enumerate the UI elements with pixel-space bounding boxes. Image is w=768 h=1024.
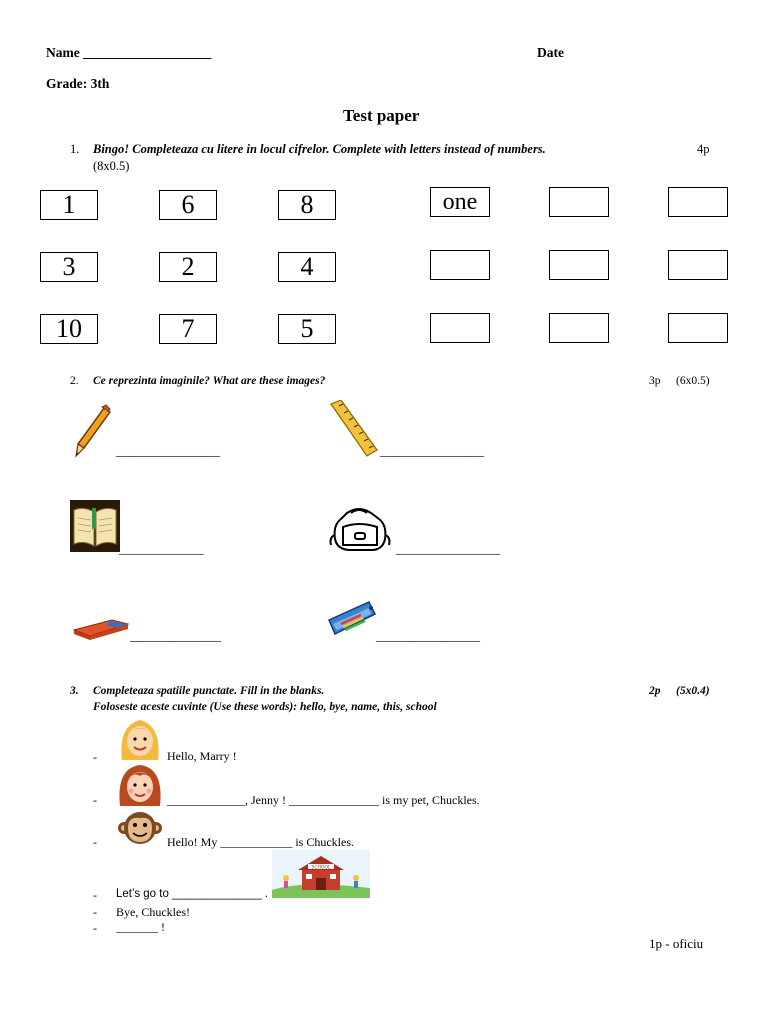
q1-number: 1. — [70, 142, 80, 156]
name-field: Name ___________________ — [46, 45, 212, 60]
girl-blonde-picture — [116, 716, 164, 761]
answer-blank[interactable]: ________________ — [376, 628, 480, 643]
oficiu-points: 1p - oficiu — [649, 936, 704, 951]
date-label: Date — [537, 45, 564, 60]
number-box: 4 — [278, 252, 336, 282]
bullet-dash: - — [93, 835, 97, 849]
answer-box[interactable] — [549, 187, 609, 217]
answer-box[interactable] — [430, 313, 490, 343]
q3-points: 2p — [649, 685, 661, 697]
q1-scoring: (8x0.5) — [93, 159, 130, 173]
girl-face-icon — [116, 716, 164, 761]
pencil-case-icon — [325, 598, 379, 640]
bullet-dash: - — [93, 750, 97, 764]
number-box: 6 — [159, 190, 217, 220]
school-icon — [272, 850, 370, 898]
answer-box[interactable] — [668, 250, 728, 280]
number-box: 10 — [40, 314, 98, 344]
grade-label: Grade: 3th — [46, 76, 110, 91]
line-my-name: Hello! My ____________ is Chuckles. — [167, 835, 354, 849]
q3-instruction: Completeaza spatiile punctate. Fill in the blanks. — [93, 685, 325, 697]
answer-blank[interactable]: _____________ — [119, 541, 204, 556]
q2-number: 2. — [70, 375, 79, 387]
q3-word-hint: Foloseste aceste cuvinte (Use these words): hello, bye, name, this, school — [93, 701, 437, 713]
answer-box[interactable] — [668, 313, 728, 343]
girl-redhead-picture — [116, 762, 164, 807]
school-sign-text: SCHOOL — [311, 865, 331, 871]
number-box: 3 — [40, 252, 98, 282]
q1-points: 4p — [697, 142, 710, 156]
answer-box[interactable] — [430, 250, 490, 280]
answer-blank[interactable]: ________________ — [396, 541, 500, 556]
monkey-picture — [116, 808, 164, 848]
bullet-dash: - — [93, 888, 97, 902]
backpack-icon — [329, 505, 391, 553]
book-icon — [70, 500, 120, 552]
line-lets-go-school: Let’s go to ______________ . — [116, 888, 268, 900]
ruler-icon — [325, 400, 379, 460]
line-jenny: _____________, Jenny ! _______________ is my pet, Chuckles. — [167, 793, 480, 807]
bullet-dash: - — [93, 905, 97, 919]
q3-number: 3. — [70, 685, 79, 697]
line-final-blank[interactable]: _______ ! — [116, 920, 165, 934]
answer-blank[interactable]: ________________ — [380, 443, 484, 458]
answer-box[interactable] — [549, 250, 609, 280]
eraser-icon — [70, 612, 130, 642]
line-bye-chuckles: Bye, Chuckles! — [116, 905, 190, 919]
answer-blank[interactable]: ________________ — [116, 443, 220, 458]
bullet-dash: - — [93, 921, 97, 935]
number-box: 5 — [278, 314, 336, 344]
answer-box[interactable]: one — [430, 187, 490, 217]
monkey-face-icon — [116, 808, 164, 848]
girl-face-icon — [116, 762, 164, 807]
number-box: 2 — [159, 252, 217, 282]
q2-instruction: Ce reprezinta imaginile? What are these images? — [93, 375, 326, 387]
q2-points: 3p — [649, 375, 661, 387]
answer-box[interactable] — [668, 187, 728, 217]
number-box: 7 — [159, 314, 217, 344]
answer-blank[interactable]: ______________ — [130, 628, 221, 643]
bullet-dash: - — [93, 793, 97, 807]
q2-scoring: (6x0.5) — [676, 375, 710, 387]
answer-box[interactable] — [549, 313, 609, 343]
line-hello-marry: Hello, Marry ! — [167, 749, 237, 763]
pencil-icon — [72, 404, 112, 458]
q1-instruction: Bingo! Completeaza cu litere in locul cifrelor. Complete with letters instead of numbers. — [93, 142, 546, 156]
number-box: 1 — [40, 190, 98, 220]
page-title: Test paper — [343, 106, 420, 125]
number-box: 8 — [278, 190, 336, 220]
q3-scoring: (5x0.4) — [676, 685, 710, 697]
